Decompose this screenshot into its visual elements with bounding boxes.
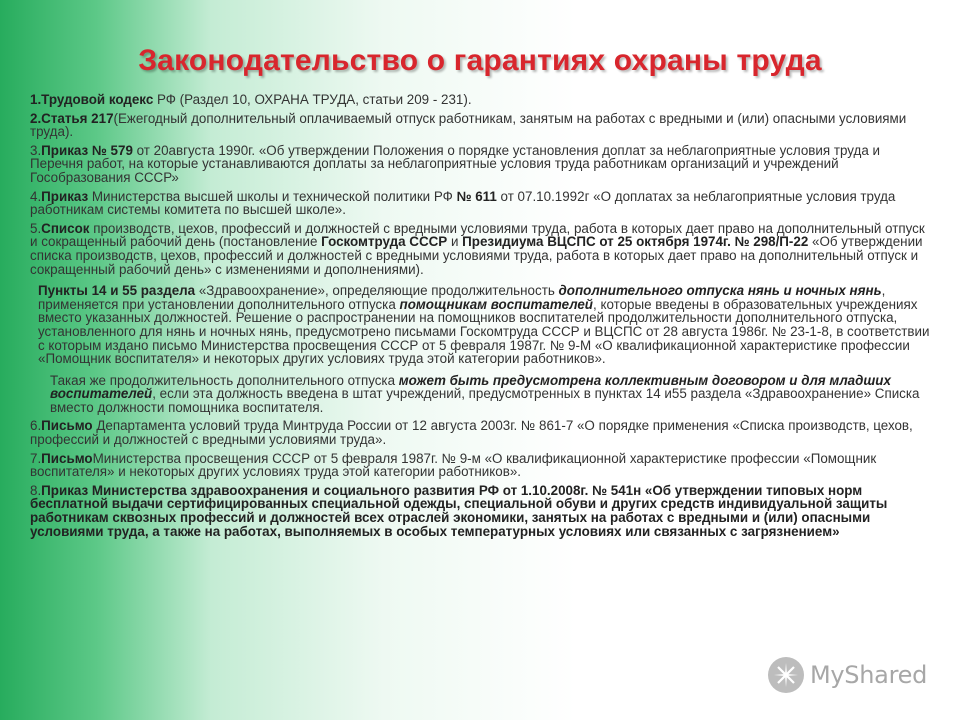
list-item-text: Приказ Министерства здравоохранения и социального развития РФ от 1.10.2008г. № 541н «Об утверждении типовых норм бесплатной выдачи сертифицированных специальной одежды, специальной обуви и других средств индивидуальной защиты работникам сквозных профессий и должностей всех отраслей экономики, занятых на работах с вредными и (или) опасными условиями труда, а также на работах, выполняемых в особых температурных условиях или связанных с загрязнением» [30, 482, 888, 539]
list-item-text: «Об утверждении списка производств, цехов, профессий и должностей с вредными условиями труда, работа в которых дает право на дополнительный отпуск и сокращенный рабочий день» с изменениями и дополнениями). [30, 234, 923, 277]
list-item-text: Президиума ВЦСПС от 25 октября 1974г. № 298/П-22 [462, 234, 809, 250]
list-item-text: Госкомтруда СССР [321, 234, 448, 250]
list-item-text: Статья 217 [41, 110, 114, 126]
list-item [30, 93, 935, 107]
list-item-text: может быть предусмотрена коллективным договором и для младших воспитателей [50, 372, 891, 402]
list-item [30, 452, 935, 479]
list-item [30, 419, 935, 446]
list-item-text: 2. [30, 110, 42, 126]
list-item-text: , которые введены в образовательных учреждениях вместо указанных должностей. Решение о распространении на помощников воспитателей продолжительности дополнительного отпуска, установленного для нянь и ночных нянь, предусмотрено письмами Госкомтруда СССР и ВЦСПС от 28 августа 1986г. № 23-1-8, в соответствии с которым издано письмо Министерства просвещения СССР от 5 февраля 1987г. № 9-М «О квалификационной характеристике профессии «Помощник воспитателя» и некоторых других условиях труда этой категории работников». [38, 296, 930, 367]
list-item [30, 112, 935, 139]
list-item-text: «Здравоохранение», определяющие продолжительность [195, 283, 559, 299]
list-item [30, 144, 935, 185]
list-item-text: Министерства высшей школы и технической политики РФ [88, 188, 457, 204]
list-item-text: дополнительного отпуска нянь и ночных нянь [558, 283, 882, 299]
page-title: Законодательство о гарантиях охраны труда [138, 44, 822, 77]
list-item-text: от 07.10.1992г «О доплатах за неблагоприятные условия труда работникам системы комитета по высшей школе». [30, 188, 896, 218]
list-item-text: 6. [30, 418, 42, 434]
myshared-watermark [766, 653, 936, 697]
list-item-text: 4. [30, 188, 42, 204]
list-item-text: (Ежегодный дополнительный оплачиваемый отпуск работникам, занятым на работах с вредными и (или) опасными условиями труда). [30, 110, 907, 140]
list-item-text: 5. [30, 220, 42, 236]
list-item-text: Министерства просвещения СССР от 5 февраля 1987г. № 9-м «О квалификационной характеристике профессии «Помощник воспитателя» и некоторых других условиях труда этой категории работников». [30, 450, 877, 480]
myshared-logo-icon [766, 655, 806, 695]
list-item-text: Департамента условий труда Минтруда России от 12 августа 2003г. № 861-7 «О порядке применения «Списка производств, цехов, профессий и должностей с вредными условиями труда». [30, 418, 913, 448]
list-item-text: помощникам воспитателей [399, 296, 593, 312]
list-item-text: Такая же продолжительность дополнительного отпуска [50, 372, 399, 388]
legislation-list [30, 93, 935, 543]
list-item-text: производств, цехов, профессий и должностей с вредными условиями труда, работа в которых дает право на дополнительный отпуск и сокращенный рабочий день (постановление [30, 220, 925, 250]
list-item [30, 484, 935, 538]
list-item-text: Письмо [41, 418, 93, 434]
list-item-text: № 611 [456, 188, 497, 204]
list-item-text: 3. [30, 142, 42, 158]
list-item-text: 1. [30, 92, 42, 107]
list-item-text: и [447, 234, 463, 250]
list-item-text: РФ (Раздел 10, ОХРАНА ТРУДА, статьи 209 - 231). [153, 92, 472, 107]
list-item-text: Приказ [41, 188, 89, 204]
list-item [30, 190, 935, 217]
list-item-text: Приказ № 579 [41, 142, 133, 158]
list-item-text: 7. [30, 450, 42, 466]
list-item-text: 8. [30, 482, 42, 498]
list-item-text: Трудовой кодекс [41, 92, 154, 107]
list-item-text: , применяется при установлении дополнительного отпуска [38, 283, 886, 312]
list-item-text: , если эта должность введена в штат учреждений, предусмотренных в пунктах 14 и55 раздела «Здравоохранение» Списка вместо должности помощника воспитателя. [50, 386, 920, 415]
list-item-text: Письмо [41, 450, 93, 466]
list-item [30, 222, 935, 276]
list-item-text: от 20августа 1990г. «Об утверждении Положения о порядке установления доплат за неблагоприятные условия труда и Перечня работ, на которые устанавливаются доплаты за неблагоприятные условия труда работникам организаций и учреждений Гособразования СССР» [30, 142, 880, 185]
list-item-text: Список [41, 220, 90, 236]
list-item [30, 284, 935, 366]
watermark-text: MyShared [810, 661, 928, 689]
list-item [30, 374, 935, 415]
list-item-text: Пункты 14 и 55 раздела [38, 283, 196, 299]
